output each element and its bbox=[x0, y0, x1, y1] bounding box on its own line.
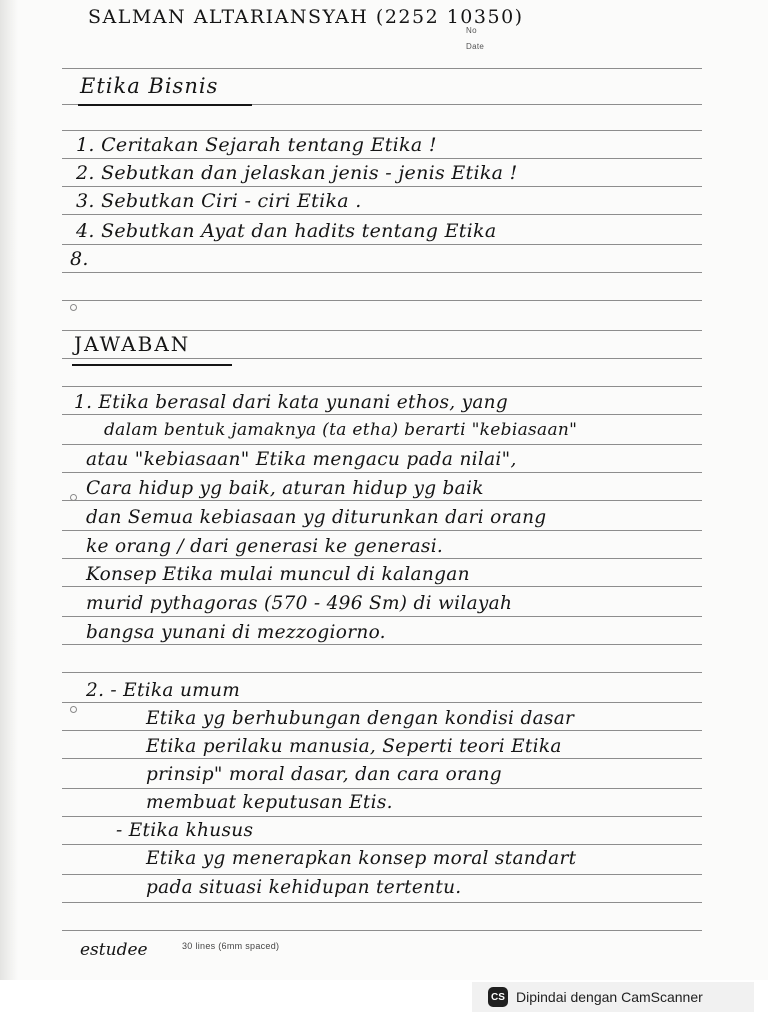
ruled-line bbox=[62, 68, 702, 69]
ruled-line bbox=[62, 902, 702, 903]
margin-hole bbox=[70, 706, 77, 713]
ruled-line bbox=[62, 844, 702, 845]
ruled-line bbox=[62, 644, 702, 645]
ruled-line bbox=[62, 788, 702, 789]
answer-2-line: Etika yg berhubungan dengan kondisi dasar bbox=[146, 708, 575, 729]
notebook-spec: 30 lines (6mm spaced) bbox=[182, 941, 280, 951]
answer-1-line: ke orang / dari generasi ke generasi. bbox=[86, 536, 444, 557]
ruled-line bbox=[62, 500, 702, 501]
ruled-line bbox=[62, 444, 702, 445]
date-label: Date bbox=[466, 42, 485, 51]
ruled-line bbox=[62, 214, 702, 215]
ruled-line bbox=[62, 672, 702, 673]
ruled-line bbox=[62, 414, 702, 415]
question-4: 4. Sebutkan Ayat dan hadits tentang Etika bbox=[76, 220, 497, 242]
answer-1-line: Konsep Etika mulai muncul di kalangan bbox=[86, 564, 470, 585]
ruled-line bbox=[62, 702, 702, 703]
ruled-line bbox=[62, 130, 702, 131]
title-underline bbox=[78, 104, 252, 106]
ruled-line bbox=[62, 158, 702, 159]
page-binding-shadow bbox=[0, 0, 18, 980]
answer-1-line: Cara hidup yg baik, aturan hidup yg baik bbox=[86, 478, 484, 499]
ruled-line bbox=[62, 186, 702, 187]
answer-1-line: atau "kebiasaan" Etika mengacu pada nilai", bbox=[86, 449, 517, 470]
answer-2-line: - Etika khusus bbox=[116, 820, 254, 841]
ruled-line bbox=[62, 816, 702, 817]
notebook-brand-logo: estudee bbox=[80, 940, 148, 960]
ruled-line bbox=[62, 758, 702, 759]
ruled-line bbox=[62, 272, 702, 273]
ruled-line bbox=[62, 616, 702, 617]
ruled-line bbox=[62, 874, 702, 875]
answer-2-line: membuat keputusan Etis. bbox=[146, 792, 393, 813]
margin-hole bbox=[70, 494, 77, 501]
ruled-line bbox=[62, 386, 702, 387]
ruled-line bbox=[62, 558, 702, 559]
answer-1-line: bangsa yunani di mezzogiorno. bbox=[86, 622, 386, 643]
ruled-line bbox=[62, 586, 702, 587]
answer-1-line: murid pythagoras (570 - 496 Sm) di wilayah bbox=[86, 593, 513, 614]
answer-2-line: Etika yg menerapkan konsep moral standart bbox=[146, 848, 577, 869]
camscanner-icon: CS bbox=[488, 987, 508, 1007]
no-label: No bbox=[466, 26, 477, 35]
ruled-line bbox=[62, 330, 702, 331]
ruled-line bbox=[62, 300, 702, 301]
answer-heading: JAWABAN bbox=[74, 332, 191, 356]
question-2: 2. Sebutkan dan jelaskan jenis - jenis Etika ! bbox=[76, 162, 518, 184]
margin-hole bbox=[70, 304, 77, 311]
answer-2-line: Etika perilaku manusia, Seperti teori Etika bbox=[146, 736, 562, 757]
ruled-line bbox=[62, 530, 702, 531]
answer-2-line: pada situasi kehidupan tertentu. bbox=[146, 877, 462, 898]
answer-1-line: 1. Etika berasal dari kata yunani ethos, yang bbox=[74, 392, 509, 413]
ruled-line bbox=[62, 244, 702, 245]
student-name: SALMAN ALTARIANSYAH (2252 10350) bbox=[88, 6, 524, 28]
question-3: 3. Sebutkan Ciri - ciri Etika . bbox=[76, 190, 362, 212]
ruled-line bbox=[62, 358, 702, 359]
question-1: 1. Ceritakan Sejarah tentang Etika ! bbox=[76, 134, 437, 156]
stray-mark: 8. bbox=[70, 248, 89, 270]
answer-1-line: dan Semua kebiasaan yg diturunkan dari orang bbox=[86, 507, 547, 528]
answer-2-line: prinsip" moral dasar, dan cara orang bbox=[146, 764, 502, 785]
ruled-line bbox=[62, 472, 702, 473]
ruled-line bbox=[62, 730, 702, 731]
answer-2-line: 2. - Etika umum bbox=[86, 680, 241, 701]
answer-1-line: dalam bentuk jamaknya (ta etha) berarti "kebiasaan" bbox=[104, 420, 578, 440]
answer-heading-underline bbox=[72, 364, 232, 366]
camscanner-text: Dipindai dengan CamScanner bbox=[516, 989, 703, 1005]
ruled-line bbox=[62, 930, 702, 931]
camscanner-watermark bbox=[472, 982, 754, 1012]
page-title: Etika Bisnis bbox=[80, 74, 219, 98]
